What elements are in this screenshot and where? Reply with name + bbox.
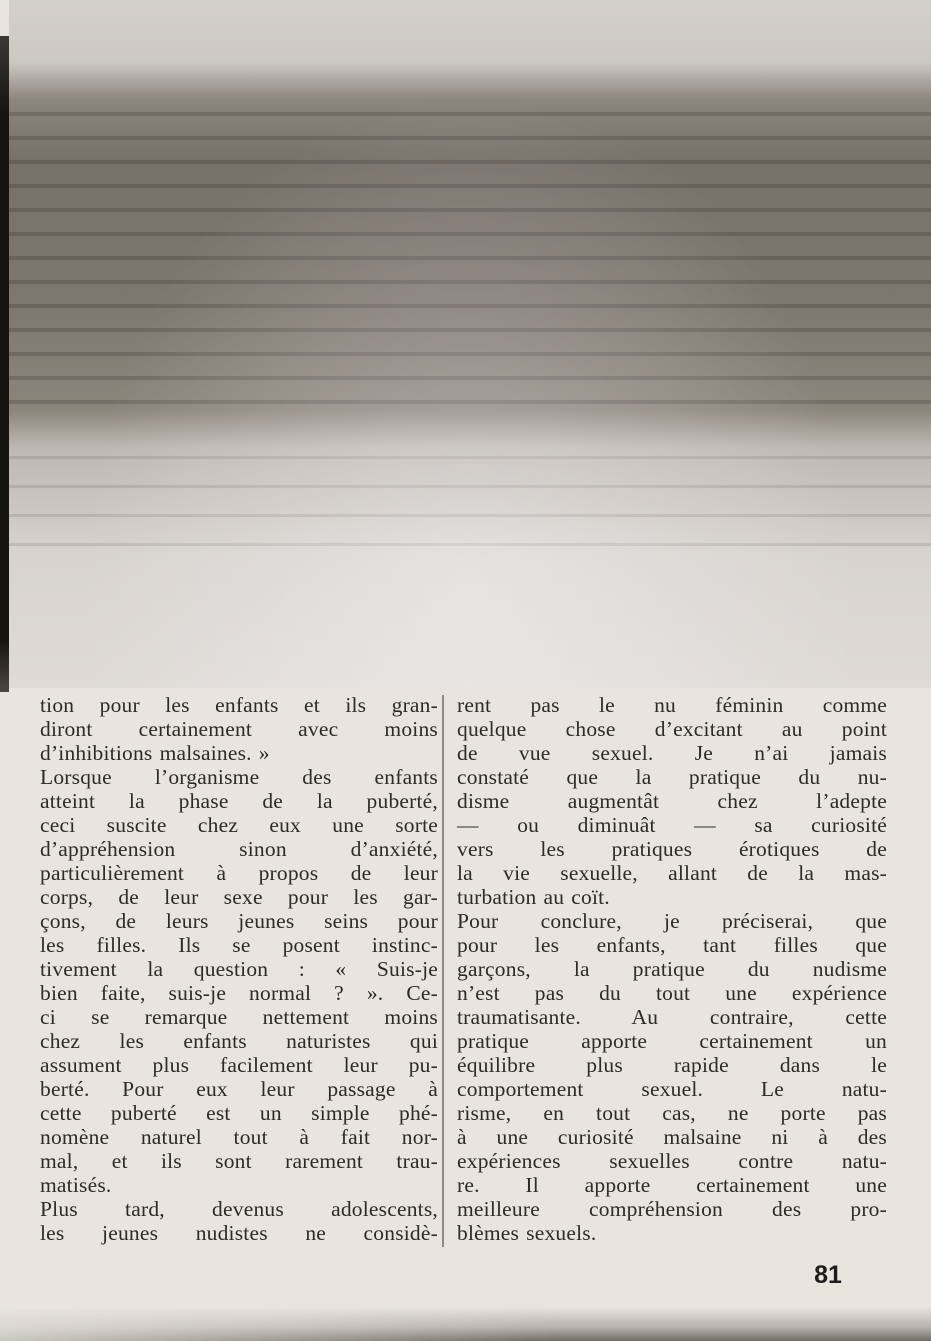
text-line: d’appréhension sinon d’anxiété, [40,837,438,861]
text-line: atteint la phase de la puberté, [40,789,438,813]
text-line: turbation au coït. [457,885,610,909]
text-line: meilleure compréhension des pro- [457,1197,887,1221]
text-line: mal, et ils sont rarement trau- [40,1149,438,1173]
text-line: çons, de leurs jeunes seins pour [40,909,438,933]
text-line: matisés. [40,1173,112,1197]
text-line: chez les enfants naturistes qui [40,1029,438,1053]
text-line: — ou diminuât — sa curiosité [457,813,887,837]
text-line: la vie sexuelle, allant de la mas- [457,861,887,885]
text-line: assument plus facilement leur pu- [40,1053,438,1077]
text-line: particulièrement à propos de leur [40,861,438,885]
text-line: pour les enfants, tant filles que [457,933,887,957]
text-line: cette puberté est un simple phé- [40,1101,438,1125]
text-line: Plus tard, devenus adolescents, [40,1197,438,1221]
text-line: blèmes sexuels. [457,1221,597,1245]
text-line: les filles. Ils se posent instinc- [40,933,438,957]
text-line: bien faite, suis-je normal ? ». Ce- [40,981,438,1005]
text-line: Lorsque l’organisme des enfants [40,765,438,789]
text-line: berté. Pour eux leur passage à [40,1077,438,1101]
column-divider-rule [442,695,444,1247]
scan-edge-left [0,36,9,692]
text-line: Pour conclure, je préciserai, que [457,909,887,933]
text-line: n’est pas du tout une expérience [457,981,887,1005]
text-line: expériences sexuelles contre natu- [457,1149,887,1173]
text-line: traumatisante. Au contraire, cette [457,1005,887,1029]
column-left-lines [40,693,438,1245]
text-line: tivement la question : « Suis-je [40,957,438,981]
text-line: tion pour les enfants et ils gran- [40,693,438,717]
text-line: constaté que la pratique du nu- [457,765,887,789]
text-line: ci se remarque nettement moins [40,1005,438,1029]
text-column-right [457,693,887,1245]
photo-glare [9,0,931,688]
text-line: nomène naturel tout à fait nor- [40,1125,438,1149]
text-line: ceci suscite chez eux une sorte [40,813,438,837]
column-right-lines [457,693,887,1245]
text-line: diront certainement avec moins [40,717,438,741]
text-line: rent pas le nu féminin comme [457,693,887,717]
text-line: disme augmentât chez l’adepte [457,789,887,813]
text-line: pratique apporte certainement un [457,1029,887,1053]
text-line: à une curiosité malsaine ni à des [457,1125,887,1149]
text-line: risme, en tout cas, ne porte pas [457,1101,887,1125]
text-line: garçons, la pratique du nudisme [457,957,887,981]
text-line: corps, de leur sexe pour les gar- [40,885,438,909]
text-line: quelque chose d’excitant au point [457,717,887,741]
text-line: équilibre plus rapide dans le [457,1053,887,1077]
page-number: 81 [814,1261,842,1289]
scan-edge-bottom [0,1307,931,1341]
text-line: les jeunes nudistes ne considè- [40,1221,438,1245]
text-line: d’inhibitions malsaines. » [40,741,270,765]
text-line: comportement sexuel. Le natu- [457,1077,887,1101]
text-column-left [40,693,438,1245]
text-line: de vue sexuel. Je n’ai jamais [457,741,887,765]
text-line: re. Il apporte certainement une [457,1173,887,1197]
text-line: vers les pratiques érotiques de [457,837,887,861]
photo-placeholder [9,0,931,688]
